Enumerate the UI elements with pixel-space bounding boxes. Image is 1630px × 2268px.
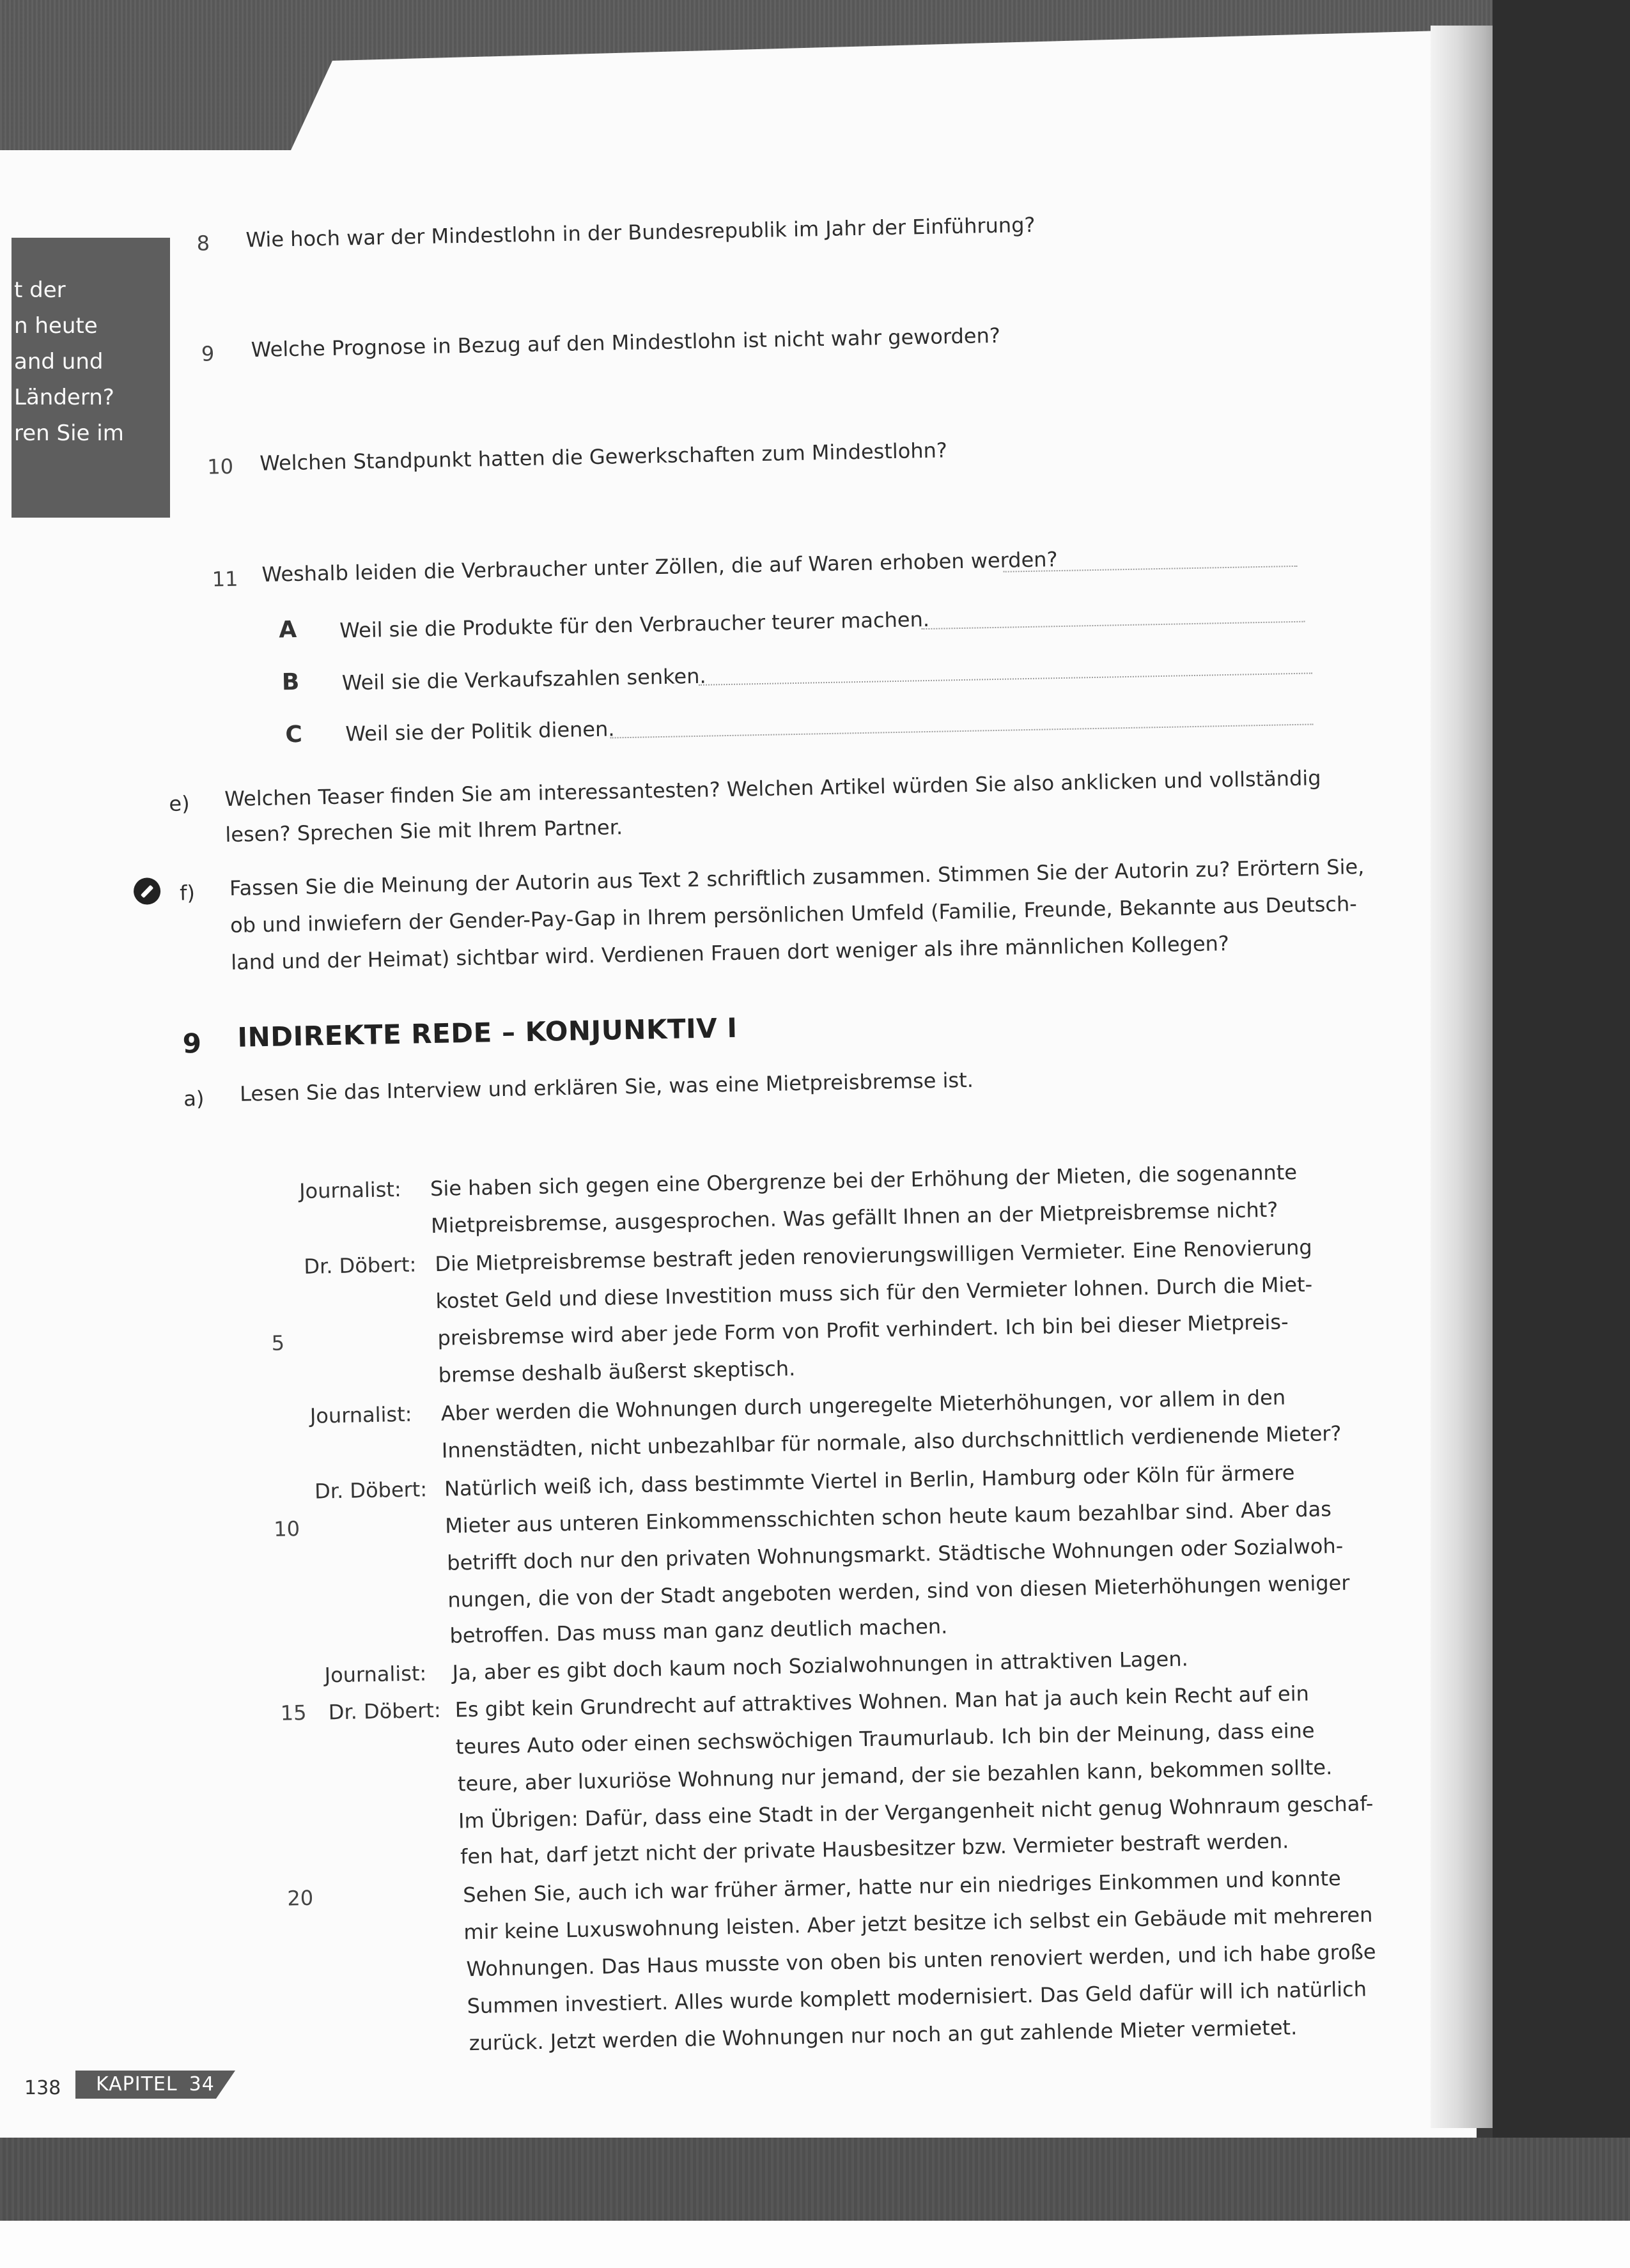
question-number: 8 bbox=[196, 231, 210, 256]
interview-line: zurück. Jetzt werden die Wohnungen nur noch an gut zahlende Mieter vermietet. bbox=[469, 2015, 1298, 2056]
interview-line: Ja, aber es gibt doch kaum noch Sozialwohnungen in attraktiven Lagen. bbox=[452, 1646, 1189, 1685]
interview-line: teures Auto oder einen sechswöchigen Traumurlaub. Ich bin der Meinung, dass eine bbox=[455, 1718, 1315, 1759]
interview-line: bremse deshalb äußerst skeptisch. bbox=[438, 1356, 796, 1387]
scanner-edge-right bbox=[1493, 0, 1630, 2268]
interview-line: Aber werden die Wohnungen durch ungeregelte Mieterhöhungen, vor allem in den bbox=[440, 1385, 1286, 1426]
interview-line: betrifft doch nur den privaten Wohnungsmarkt. Städtische Wohnungen oder Sozialwoh- bbox=[446, 1533, 1344, 1575]
sidebar-line: Ländern? bbox=[14, 385, 114, 410]
speaker-label: Dr. Döbert: bbox=[304, 1252, 417, 1279]
chapter-number: 34 bbox=[189, 2073, 215, 2095]
section-title: INDIREKTE REDE – KONJUNKTIV I bbox=[237, 1012, 738, 1053]
interview-line: preisbremse wird aber jede Form von Profit verhindert. Ich bin bei dieser Mietpreis- bbox=[437, 1309, 1289, 1350]
option-letter: B bbox=[281, 668, 300, 696]
task-text-line: Fassen Sie die Meinung der Autorin aus Text 2 schriftlich zusammen. Stimmen Sie der Autorin zu? Erörtern Sie, bbox=[229, 854, 1365, 901]
chapter-label bbox=[96, 2073, 215, 2095]
interview-line: teure, aber luxuriöse Wohnung nur jemand, der sie bezahlen kann, bekommen sollte. bbox=[457, 1755, 1333, 1796]
interview-line: Mieter aus unteren Einkommensschichten schon heute kaum bezahlbar sind. Aber das bbox=[444, 1497, 1332, 1538]
task-text-line: land und der Heimat) sichtbar wird. Verdienen Frauen dort weniger als ihre männlichen Kollegen? bbox=[230, 931, 1230, 975]
interview-line: Innenstädten, nicht unbezahlbar für normale, also durchschnittlich verdienende Mieter? bbox=[441, 1421, 1342, 1463]
interview-line: Summen investiert. Alles wurde komplett modernisiert. Das Geld dafür will ich natürlich bbox=[467, 1977, 1367, 2019]
speaker-label: Dr. Döbert: bbox=[314, 1477, 428, 1504]
interview-line: Wohnungen. Das Haus musste von oben bis unten renoviert werden, und ich habe große bbox=[466, 1939, 1376, 1982]
interview-line: Mietpreisbremse, ausgesprochen. Was gefällt Ihnen an der Mietpreisbremse nicht? bbox=[430, 1197, 1278, 1238]
task-text-line: Welchen Teaser finden Sie am interessantesten? Welchen Artikel würden Sie also anklicken und vollständig bbox=[224, 766, 1321, 812]
speaker-label: Journalist: bbox=[324, 1661, 427, 1688]
interview-line: Es gibt kein Grundrecht auf attraktives Wohnen. Man hat ja auch kein Recht auf ein bbox=[454, 1681, 1310, 1722]
interview-line: betroffen. Das muss man ganz deutlich machen. bbox=[449, 1614, 948, 1648]
option-text: Weil sie der Politik dienen. bbox=[345, 716, 615, 746]
page-number: 138 bbox=[24, 2077, 61, 2099]
answer-dotted-line bbox=[610, 723, 1314, 738]
question-text: Welchen Standpunkt hatten die Gewerkschaften zum Mindestlohn? bbox=[259, 438, 948, 476]
option-text: Weil sie die Verkaufszahlen senken. bbox=[341, 663, 706, 695]
chapter-word: KAPITEL bbox=[96, 2073, 178, 2095]
question-text: Weshalb leiden die Verbraucher unter Zöllen, die auf Waren erhoben werden? bbox=[261, 547, 1058, 587]
task-label: a) bbox=[183, 1086, 205, 1111]
pencil-icon bbox=[134, 877, 161, 905]
interview-line: Natürlich weiß ich, dass bestimmte Viertel in Berlin, Hamburg oder Köln für ärmere bbox=[444, 1460, 1295, 1501]
speaker-label: Dr. Döbert: bbox=[328, 1697, 442, 1725]
task-text-line: lesen? Sprechen Sie mit Ihrem Partner. bbox=[225, 815, 623, 847]
question-number: 10 bbox=[206, 454, 234, 479]
line-number: 5 bbox=[271, 1331, 285, 1355]
question-text: Welche Prognose in Bezug auf den Mindestlohn ist nicht wahr geworden? bbox=[251, 323, 1001, 362]
sidebar-line: t der bbox=[14, 277, 66, 303]
interview-line: fen hat, darf jetzt nicht der private Hausbesitzer bzw. Vermieter bestraft werden. bbox=[460, 1828, 1289, 1869]
line-number: 10 bbox=[273, 1516, 300, 1541]
interview-line: nungen, die von der Stadt angeboten werden, sind von diesen Mieterhöhungen weniger bbox=[447, 1570, 1350, 1612]
task-text: Lesen Sie das Interview und erklären Sie, was eine Mietpreisbremse ist. bbox=[239, 1067, 974, 1106]
interview-line: mir keine Luxuswohnung leisten. Aber jetzt besitze ich selbst ein Gebäude mit mehreren bbox=[463, 1902, 1373, 1945]
speaker-label: Journalist: bbox=[309, 1401, 412, 1428]
option-letter: C bbox=[285, 721, 303, 748]
speaker-label: Journalist: bbox=[299, 1176, 402, 1204]
question-text: Wie hoch war der Mindestlohn in der Bundesrepublik im Jahr der Einführung? bbox=[245, 212, 1036, 252]
interview-line: Im Übrigen: Dafür, dass eine Stadt in der Vergangenheit nicht genug Wohnraum geschaf- bbox=[458, 1791, 1374, 1833]
line-number: 15 bbox=[280, 1700, 307, 1725]
line-number: 20 bbox=[287, 1885, 314, 1911]
interview-line: Die Mietpreisbremse bestraft jeden renovierungswilligen Vermieter. Eine Renovierung bbox=[434, 1235, 1312, 1276]
section-number: 9 bbox=[182, 1027, 202, 1060]
answer-dotted-line bbox=[699, 672, 1312, 685]
interview-line: Sie haben sich gegen eine Obergrenze bei der Erhöhung der Mieten, die sogenannte bbox=[430, 1160, 1298, 1201]
answer-dotted-line bbox=[921, 621, 1305, 630]
interview-line: kostet Geld und diese Investition muss sich für den Vermieter lohnen. Durch die Miet- bbox=[435, 1272, 1313, 1313]
bottom-scan-margin bbox=[0, 2221, 1630, 2268]
sidebar-line: and und bbox=[14, 349, 104, 374]
task-label: f) bbox=[179, 881, 196, 906]
option-text: Weil sie die Produkte für den Verbraucher teurer machen. bbox=[339, 606, 930, 643]
question-number: 9 bbox=[201, 341, 215, 366]
sidebar-line: n heute bbox=[14, 313, 98, 339]
task-text-line: ob und inwiefern der Gender-Pay-Gap in Ihrem persönlichen Umfeld (Familie, Freunde, Bekannte aus Deutsch- bbox=[229, 891, 1358, 938]
sidebar-line: ren Sie im bbox=[14, 420, 124, 446]
interview-line: Sehen Sie, auch ich war früher ärmer, hatte nur ein niedriges Einkommen und konnte bbox=[462, 1865, 1342, 1908]
option-letter: A bbox=[278, 616, 297, 644]
question-number: 11 bbox=[212, 566, 238, 592]
task-label: e) bbox=[169, 791, 190, 816]
